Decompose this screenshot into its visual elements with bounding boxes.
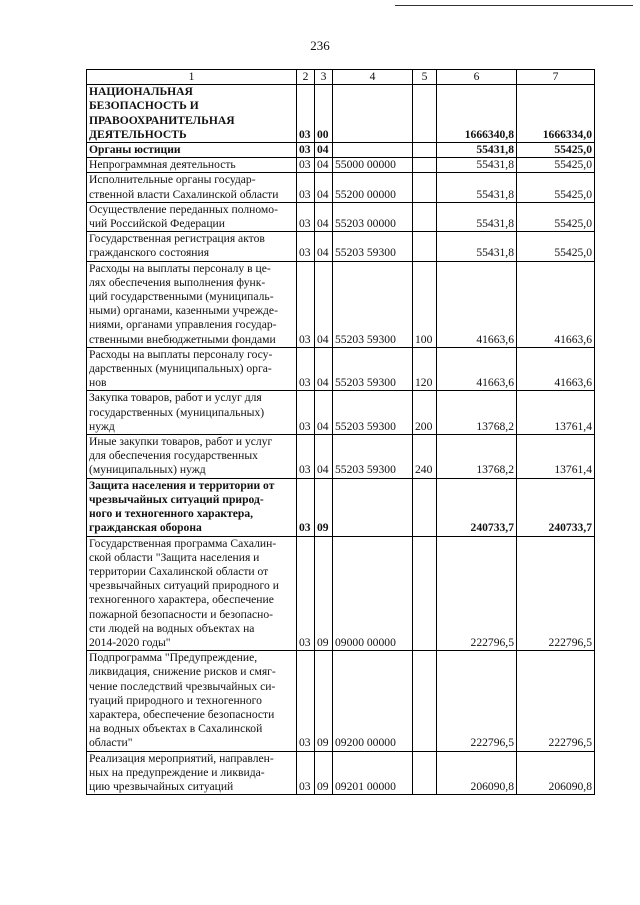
amount-col7-cell: 13761,4	[517, 435, 595, 479]
subsection-code-cell: 04	[315, 261, 333, 347]
amount-col6-cell: 222796,5	[437, 536, 517, 651]
table-row	[87, 478, 595, 536]
header-cell: 2	[297, 70, 315, 85]
target-article-cell: 55203 00000	[333, 202, 413, 231]
subsection-code-cell: 04	[315, 158, 333, 173]
expense-type-cell	[413, 158, 437, 173]
target-article-cell	[333, 85, 413, 143]
section-code-cell: 03	[297, 435, 315, 479]
item-name-cell	[87, 347, 297, 391]
item-name-text: Защита населения и территории от чрезвычайных ситуаций природ- ного и техногенного характера, гражданская оборона	[89, 478, 275, 535]
expense-type-cell: 200	[413, 391, 437, 435]
expense-type-cell	[413, 751, 437, 795]
item-name-cell	[87, 143, 297, 158]
header-row	[87, 70, 595, 85]
item-name-text: Осуществление переданных полномо- чий Российской Федерации	[89, 202, 278, 231]
section-code-cell: 03	[297, 391, 315, 435]
subsection-code-cell: 09	[315, 478, 333, 536]
item-name-cell	[87, 261, 297, 347]
item-name-text: Государственная программа Сахалин- ской области "Защита населения и территории Сахалинской области от чрезвычайных ситуаций природного и техногенного характера, обеспечение пожарной безопасности и безопасно- сти людей на водных объектах на 2014-2020 годы"	[89, 536, 279, 649]
section-code-cell: 03	[297, 158, 315, 173]
amount-col7-cell: 222796,5	[517, 651, 595, 751]
table-row	[87, 391, 595, 435]
amount-col7-cell: 240733,7	[517, 478, 595, 536]
subsection-code-cell: 04	[315, 202, 333, 231]
item-name-cell	[87, 391, 297, 435]
amount-col7-cell: 41663,6	[517, 261, 595, 347]
table-row	[87, 651, 595, 751]
expense-type-cell	[413, 85, 437, 143]
item-name-cell	[87, 232, 297, 261]
header-cell: 4	[333, 70, 413, 85]
section-code-cell: 03	[297, 347, 315, 391]
amount-col6-cell: 206090,8	[437, 751, 517, 795]
target-article-cell: 55203 59300	[333, 347, 413, 391]
header-cell: 6	[437, 70, 517, 85]
table-row	[87, 143, 595, 158]
table-row	[87, 232, 595, 261]
table-row	[87, 751, 595, 795]
amount-col7-cell: 1666334,0	[517, 85, 595, 143]
subsection-code-cell: 04	[315, 347, 333, 391]
expense-type-cell	[413, 478, 437, 536]
amount-col6-cell: 55431,8	[437, 173, 517, 202]
section-code-cell: 03	[297, 261, 315, 347]
expense-type-cell: 120	[413, 347, 437, 391]
amount-col6-cell: 1666340,8	[437, 85, 517, 143]
expense-type-cell	[413, 232, 437, 261]
table-row	[87, 173, 595, 202]
amount-col6-cell: 55431,8	[437, 143, 517, 158]
table-row	[87, 202, 595, 231]
item-name-text: Подпрограмма "Предупреждение, ликвидация, снижение рисков и смяг- чение последствий чрезвычайных си- туаций природного и техногенного характера, обеспечение безопасности на водных объектах в Сахалинской области"	[89, 651, 276, 750]
section-code-cell: 03	[297, 651, 315, 751]
subsection-code-cell: 09	[315, 751, 333, 795]
table-row	[87, 435, 595, 479]
item-name-text: Иные закупки товаров, работ и услуг для обеспечения государственных (муниципальных) нужд	[89, 435, 273, 477]
target-article-cell: 09200 00000	[333, 651, 413, 751]
target-article-cell: 55000 00000	[333, 158, 413, 173]
section-code-cell: 03	[297, 536, 315, 651]
amount-col7-cell: 55425,0	[517, 202, 595, 231]
amount-col7-cell: 55425,0	[517, 232, 595, 261]
amount-col6-cell: 55431,8	[437, 158, 517, 173]
amount-col6-cell: 55431,8	[437, 232, 517, 261]
item-name-text: Расходы на выплаты персоналу в це- лях обеспечения выполнения функ- ций государственными (муниципаль- ными) органами, казенными учрежде- ниями, органами управления государ- ственными внебюджетными фондами	[89, 261, 278, 346]
section-code-cell: 03	[297, 85, 315, 143]
header-cell: 5	[413, 70, 437, 85]
expense-type-cell: 240	[413, 435, 437, 479]
table-row	[87, 261, 595, 347]
subsection-code-cell: 04	[315, 173, 333, 202]
item-name-cell	[87, 536, 297, 651]
item-name-cell	[87, 478, 297, 536]
target-article-cell: 55200 00000	[333, 173, 413, 202]
item-name-text: Расходы на выплаты персоналу госу- дарственных (муниципальных) орга- нов	[89, 347, 273, 390]
table-row	[87, 85, 595, 143]
section-code-cell: 03	[297, 143, 315, 158]
item-name-text: Реализация мероприятий, направлен- ных на предупреждение и ликвида- цию чрезвычайных ситуаций	[89, 751, 274, 793]
item-name-cell	[87, 85, 297, 143]
section-code-cell: 03	[297, 202, 315, 231]
budget-table	[86, 69, 595, 795]
item-name-cell	[87, 202, 297, 231]
expense-type-cell	[413, 173, 437, 202]
item-name-text: Государственная регистрация актов гражданского состояния	[89, 232, 265, 260]
amount-col7-cell: 206090,8	[517, 751, 595, 795]
subsection-code-cell: 00	[315, 85, 333, 143]
target-article-cell: 55203 59300	[333, 232, 413, 261]
table-row	[87, 536, 595, 651]
target-article-cell: 55203 59300	[333, 391, 413, 435]
item-name-text: Органы юстиции	[89, 143, 181, 157]
item-name-cell	[87, 435, 297, 479]
amount-col6-cell: 13768,2	[437, 435, 517, 479]
subsection-code-cell: 04	[315, 435, 333, 479]
header-cell: 7	[517, 70, 595, 85]
subsection-code-cell: 04	[315, 391, 333, 435]
item-name-cell	[87, 651, 297, 751]
target-article-cell	[333, 478, 413, 536]
header-cell: 1	[87, 70, 297, 85]
item-name-cell	[87, 173, 297, 202]
item-name-text: НАЦИОНАЛЬНАЯ БЕЗОПАСНОСТЬ И ПРАВООХРАНИТЕЛЬНАЯ ДЕЯТЕЛЬНОСТЬ	[89, 85, 235, 141]
expense-type-cell	[413, 202, 437, 231]
subsection-code-cell: 04	[315, 143, 333, 158]
expense-type-cell: 100	[413, 261, 437, 347]
target-article-cell: 55203 59300	[333, 261, 413, 347]
amount-col7-cell: 41663,6	[517, 347, 595, 391]
expense-type-cell	[413, 651, 437, 751]
section-code-cell: 03	[297, 173, 315, 202]
target-article-cell: 55203 59300	[333, 435, 413, 479]
amount-col6-cell: 41663,6	[437, 261, 517, 347]
target-article-cell: 09201 00000	[333, 751, 413, 795]
item-name-text: Непрограммная деятельность	[89, 158, 236, 172]
table-row	[87, 158, 595, 173]
amount-col7-cell: 13761,4	[517, 391, 595, 435]
amount-col7-cell: 222796,5	[517, 536, 595, 651]
amount-col6-cell: 240733,7	[437, 478, 517, 536]
target-article-cell: 09000 00000	[333, 536, 413, 651]
amount-col6-cell: 41663,6	[437, 347, 517, 391]
section-code-cell: 03	[297, 232, 315, 261]
item-name-cell	[87, 751, 297, 795]
section-code-cell: 03	[297, 478, 315, 536]
amount-col7-cell: 55425,0	[517, 173, 595, 202]
top-rule	[395, 5, 633, 6]
amount-col6-cell: 13768,2	[437, 391, 517, 435]
header-cell: 3	[315, 70, 333, 85]
subsection-code-cell: 09	[315, 651, 333, 751]
table-row	[87, 347, 595, 391]
amount-col6-cell: 222796,5	[437, 651, 517, 751]
amount-col6-cell: 55431,8	[437, 202, 517, 231]
item-name-text: Закупка товаров, работ и услуг для государственных (муниципальных) нужд	[89, 391, 265, 433]
target-article-cell	[333, 143, 413, 158]
expense-type-cell	[413, 143, 437, 158]
item-name-cell	[87, 158, 297, 173]
amount-col7-cell: 55425,0	[517, 158, 595, 173]
amount-col7-cell: 55425,0	[517, 143, 595, 158]
subsection-code-cell: 09	[315, 536, 333, 651]
item-name-text: Исполнительные органы государ- ственной власти Сахалинской области	[89, 173, 279, 201]
page-number: 236	[310, 38, 330, 53]
subsection-code-cell: 04	[315, 232, 333, 261]
expense-type-cell	[413, 536, 437, 651]
section-code-cell: 03	[297, 751, 315, 795]
